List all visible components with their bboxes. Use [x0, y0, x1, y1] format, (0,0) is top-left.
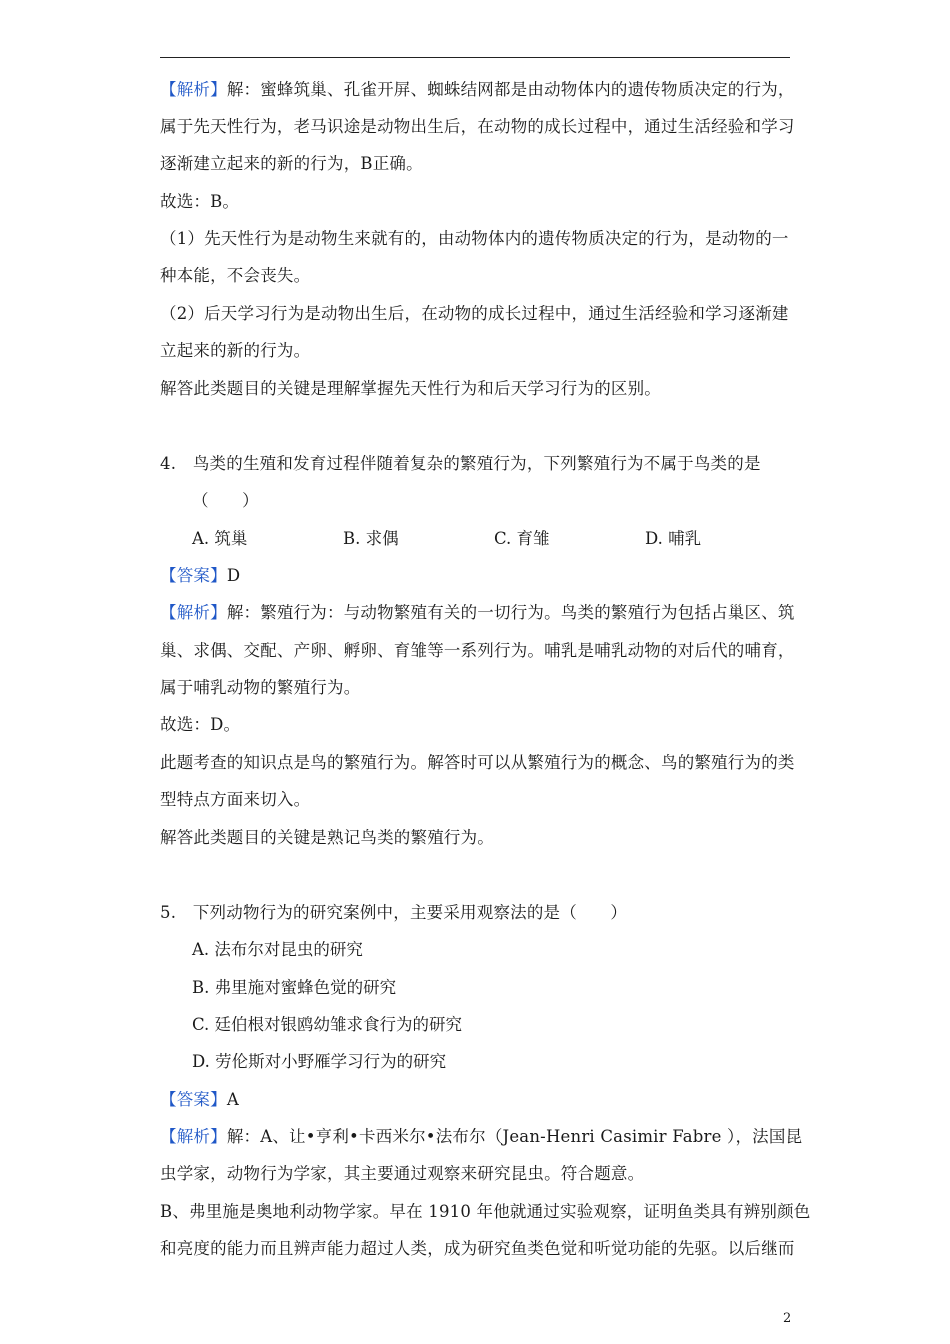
q4-note-line-1: 此题考查的知识点是鸟的繁殖行为。解答时可以从繁殖行为的概念、鸟的繁殖行为的类 — [160, 753, 795, 772]
q3-point1-line-2: 种本能，不会丧失。 — [160, 266, 311, 285]
answer-tag: 【答案】 — [160, 1090, 227, 1109]
q5-option-b: B. 弗里施对蜜蜂色觉的研究 — [192, 978, 397, 997]
q4-answer: D — [226, 566, 241, 585]
q3-point2-line-1: （2）后天学习行为是动物出生后，在动物的成长过程中，通过生活经验和学习逐渐建 — [160, 304, 789, 323]
q5-option-a: A. 法布尔对昆虫的研究 — [192, 940, 363, 959]
q3-analysis-line-1: 【解析】解：蜜蜂筑巢、孔雀开屏、蜘蛛结网都是由动物体内的遗传物质决定的行为， — [160, 80, 795, 99]
answer-tag: 【答案】 — [160, 566, 227, 585]
header-rule — [160, 57, 790, 58]
q4-option-a: A. 筑巢 — [192, 529, 248, 548]
q4-note-line-2: 型特点方面来切入。 — [160, 790, 311, 809]
q5-option-d: D. 劳伦斯对小野雁学习行为的研究 — [192, 1052, 447, 1071]
q4-key: 解答此类题目的关键是熟记鸟类的繁殖行为。 — [160, 828, 494, 847]
q5-analysis-line-2: 虫学家，动物行为学家，其主要通过观察来研究昆虫。符合题意。 — [160, 1164, 645, 1183]
q4-analysis-line-2: 巢、求偶、交配、产卵、孵卵、育雏等一系列行为。哺乳是哺乳动物的对后代的哺育， — [160, 641, 795, 660]
q3-point1-line-1: （1）先天性行为是动物生来就有的，由动物体内的遗传物质决定的行为，是动物的一 — [160, 229, 789, 248]
q4-choice: 故选：D。 — [160, 715, 241, 734]
page-number: 2 — [783, 1311, 792, 1326]
analysis-tag: 【解析】 — [160, 80, 227, 99]
q4-analysis-line-1: 【解析】解：繁殖行为：与动物繁殖有关的一切行为。鸟类的繁殖行为包括占巢区、筑 — [160, 603, 795, 622]
q5-analysis-line-1: 【解析】解：A、让•亨利•卡西米尔•法布尔（Jean-Henri Casimir Fabre ），法国昆 — [160, 1127, 803, 1146]
analysis-tag: 【解析】 — [160, 603, 227, 622]
q4-analysis-line-3: 属于哺乳动物的繁殖行为。 — [160, 678, 361, 697]
analysis-tag: 【解析】 — [160, 1127, 227, 1146]
q4-option-d: D. 哺乳 — [645, 529, 702, 548]
q4-answer-line — [160, 565, 240, 587]
q4-option-b: B. 求偶 — [343, 529, 399, 548]
q5-answer: A — [226, 1090, 239, 1109]
q4-stem-line-1: 4. 鸟类的生殖和发育过程伴随着复杂的繁殖行为，下列繁殖行为不属于鸟类的是 — [160, 454, 761, 473]
q4-option-c: C. 育雏 — [494, 529, 550, 548]
q4-stem-line-2: （ ） — [192, 491, 259, 510]
q5-option-b-explanation-line-1: B、弗里施是奥地利动物学家。早在 1910 年他就通过实验观察，证明鱼类具有辨别颜色 — [160, 1202, 811, 1221]
q3-key: 解答此类题目的关键是理解掌握先天性行为和后天学习行为的区别。 — [160, 379, 661, 398]
q3-analysis-line-3: 逐渐建立起来的新的行为，B正确。 — [160, 154, 423, 173]
q3-point2-line-2: 立起来的新的行为。 — [160, 341, 311, 360]
q5-option-c: C. 廷伯根对银鸥幼雏求食行为的研究 — [192, 1015, 463, 1034]
q5-option-b-explanation-line-2: 和亮度的能力而且辨声能力超过人类，成为研究鱼类色觉和听觉功能的先驱。以后继而 — [160, 1239, 795, 1258]
q5-stem: 5. 下列动物行为的研究案例中，主要采用观察法的是（ ） — [160, 903, 628, 922]
q3-choice: 故选：B。 — [160, 192, 240, 211]
q5-answer-line — [160, 1089, 239, 1111]
q3-analysis-line-2: 属于先天性行为，老马识途是动物出生后，在动物的成长过程中，通过生活经验和学习 — [160, 117, 795, 136]
